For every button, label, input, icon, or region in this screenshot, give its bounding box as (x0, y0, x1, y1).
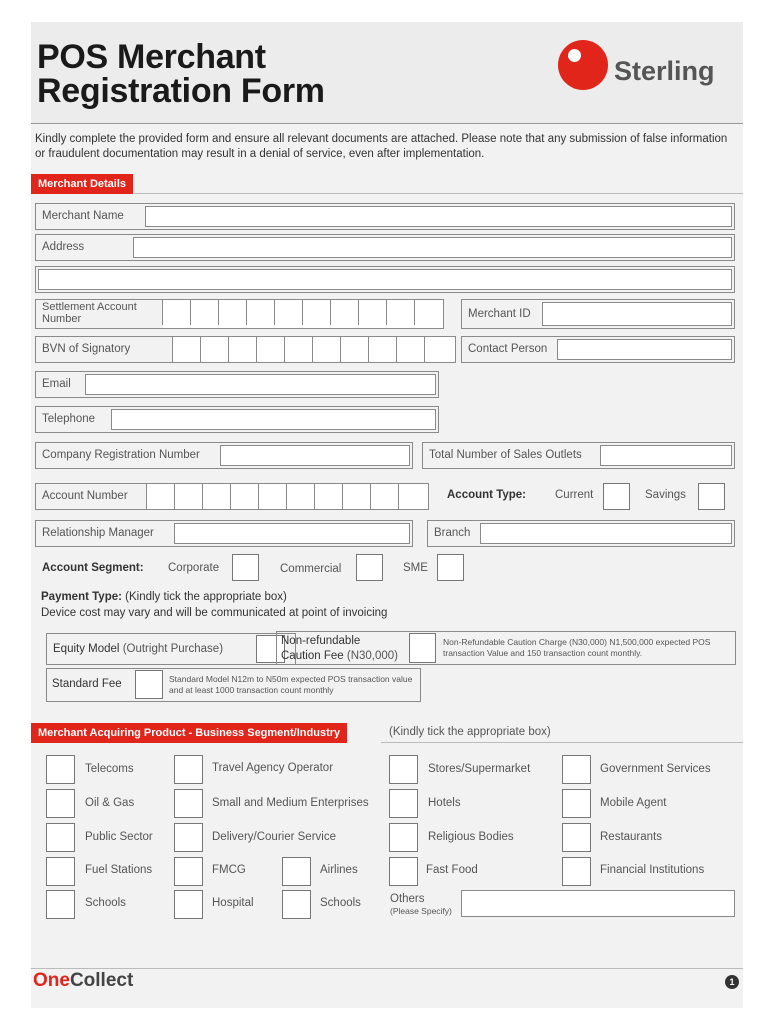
sterling-logo-text: Sterling (614, 56, 715, 86)
payment-type-label: Payment Type: (41, 591, 122, 603)
oil-gas-label: Oil & Gas (85, 797, 135, 809)
digit-cell (162, 300, 190, 325)
caution-fee-amount: (N30,000) (346, 650, 398, 662)
delivery-courier-checkbox[interactable] (174, 823, 203, 852)
fast-food-label: Fast Food (426, 864, 478, 876)
stores-supermarket-label: Stores/Supermarket (428, 763, 531, 775)
address-line-2-input[interactable] (38, 269, 732, 290)
savings-checkbox[interactable] (698, 483, 725, 510)
financial-institutions-label: Financial Institutions (600, 864, 705, 876)
merchant-id-input[interactable] (542, 302, 732, 326)
relationship-manager-label: Relationship Manager (42, 527, 154, 539)
sme-label: SME (403, 562, 428, 574)
mobile-agent-label: Mobile Agent (600, 797, 667, 809)
form-title (37, 40, 325, 108)
fuel-stations-checkbox[interactable] (46, 857, 75, 886)
title-line-2: Registration Form (37, 72, 325, 110)
company-registration-label: Company Registration Number (42, 449, 200, 461)
contact-person-field (461, 336, 735, 363)
equity-model-note: (Outright Purchase) (122, 643, 224, 655)
fast-food-checkbox[interactable] (389, 857, 418, 886)
stores-supermarket-checkbox[interactable] (389, 755, 418, 784)
non-refundable-line-1: Non-refundable (281, 635, 361, 647)
hospital-checkbox[interactable] (174, 890, 203, 919)
bvn-label: BVN of Signatory (42, 343, 131, 355)
onecollect-logo-part1: One (33, 970, 70, 991)
schools-2-checkbox[interactable] (282, 890, 311, 919)
digit-cell (424, 337, 452, 362)
government-services-checkbox[interactable] (562, 755, 591, 784)
digit-cell (330, 300, 358, 325)
standard-fee-label: Standard Fee (52, 678, 122, 690)
digit-cell (256, 337, 284, 362)
page-number: 1 (725, 975, 739, 989)
digit-cell (340, 337, 368, 362)
digit-cell (202, 484, 230, 509)
caution-fee-text: Caution Fee (281, 650, 344, 662)
sme-checkbox[interactable] (437, 554, 464, 581)
digit-cell (312, 337, 340, 362)
account-segment-label: Account Segment: (42, 562, 144, 574)
schools-checkbox[interactable] (46, 890, 75, 919)
sales-outlets-label: Total Number of Sales Outlets (429, 449, 582, 461)
digit-cell (414, 300, 442, 325)
settlement-account-label: Settlement Account Number (42, 301, 137, 325)
telephone-label: Telephone (42, 413, 96, 425)
sme-industry-checkbox[interactable] (174, 789, 203, 818)
government-services-label: Government Services (600, 763, 711, 775)
travel-agency-label: Travel Agency Operator (212, 762, 334, 774)
branch-input[interactable] (480, 523, 732, 544)
digit-cell (200, 337, 228, 362)
form-page (31, 22, 743, 1008)
fuel-stations-label: Fuel Stations (85, 864, 153, 876)
onecollect-logo (33, 970, 133, 992)
hotels-checkbox[interactable] (389, 789, 418, 818)
restaurants-label: Restaurants (600, 831, 663, 843)
merchant-id-label: Merchant ID (468, 308, 531, 320)
relationship-manager-input[interactable] (174, 523, 410, 544)
payment-type-instruction: (Kindly tick the appropriate box) (125, 591, 287, 603)
account-number-field (35, 483, 429, 510)
onecollect-logo-part2: Collect (69, 970, 134, 991)
others-label: Others (390, 893, 425, 905)
branch-field (427, 520, 735, 547)
email-input[interactable] (85, 374, 436, 395)
bvn-field (35, 336, 456, 363)
acquiring-product-header: Merchant Acquiring Product - Business Segment/Industry (31, 723, 347, 743)
schools-label: Schools (85, 897, 126, 909)
bvn-digits[interactable] (172, 337, 455, 362)
merchant-name-input[interactable] (145, 206, 732, 227)
intro-text: Kindly complete the provided form and ensure all relevant documents are attached. Please note that any submission of false information or fraudulent documentation may result in a denial of service, even after implementation. (35, 133, 728, 160)
account-type-label: Account Type: (447, 489, 527, 501)
hotels-label: Hotels (428, 797, 461, 809)
corporate-label: Corporate (168, 562, 220, 574)
account-number-label: Account Number (42, 490, 128, 502)
title-line-1: POS Merchant (37, 38, 266, 76)
relationship-manager-field (35, 520, 413, 547)
section-divider (134, 193, 743, 194)
fmcg-checkbox[interactable] (174, 857, 203, 886)
digit-cell (342, 484, 370, 509)
telephone-field (35, 406, 439, 433)
digit-cell (228, 337, 256, 362)
digit-cell (230, 484, 258, 509)
equity-model-option (46, 633, 296, 665)
restaurants-checkbox[interactable] (562, 823, 591, 852)
sales-outlets-input[interactable] (600, 445, 732, 466)
merchant-details-header: Merchant Details (31, 174, 133, 194)
caution-fee-note: Non-Refundable Caution Charge (N30,000) N1,500,000 expected POS transaction Value and 150 transaction count monthly. (443, 637, 711, 658)
form-header (31, 22, 743, 123)
commercial-label: Commercial (280, 563, 342, 575)
address-field (35, 234, 735, 261)
section-divider (381, 742, 743, 743)
digit-cell (172, 337, 200, 362)
address-input[interactable] (133, 237, 732, 258)
religious-bodies-label: Religious Bodies (428, 831, 514, 843)
digit-cell (368, 337, 396, 362)
sme-industry-label: Small and Medium Enterprises (212, 797, 369, 809)
savings-label: Savings (645, 489, 686, 501)
telecoms-label: Telecoms (85, 763, 134, 775)
others-input[interactable] (461, 890, 735, 917)
public-sector-label: Public Sector (85, 831, 153, 843)
contact-person-label: Contact Person (468, 343, 548, 355)
digit-cell (146, 484, 174, 509)
company-registration-field (35, 442, 413, 469)
digit-cell (314, 484, 342, 509)
others-specify-note: (Please Specify) (390, 906, 452, 916)
digit-cell (274, 300, 302, 325)
settlement-account-digits[interactable] (162, 300, 443, 328)
digit-cell (286, 484, 314, 509)
standard-fee-checkbox[interactable] (135, 670, 163, 699)
current-checkbox[interactable] (603, 483, 630, 510)
digit-cell (174, 484, 202, 509)
current-label: Current (555, 489, 594, 501)
digit-cell (396, 337, 424, 362)
equity-model-bold: Equity Model (53, 643, 120, 655)
digit-cell (358, 300, 386, 325)
airlines-label: Airlines (320, 864, 358, 876)
telecoms-checkbox[interactable] (46, 755, 75, 784)
branch-label: Branch (434, 527, 471, 539)
public-sector-checkbox[interactable] (46, 823, 75, 852)
footer-divider (31, 968, 743, 969)
telephone-input[interactable] (111, 409, 436, 430)
settlement-account-field (35, 299, 444, 329)
fmcg-label: FMCG (212, 864, 246, 876)
digit-cell (190, 300, 218, 325)
digit-cell (302, 300, 330, 325)
digit-cell (386, 300, 414, 325)
digit-cell (258, 484, 286, 509)
equity-model-label (53, 643, 223, 655)
address-line-2 (35, 266, 735, 293)
delivery-courier-label: Delivery/Courier Service (212, 831, 336, 843)
commercial-checkbox[interactable] (356, 554, 383, 581)
financial-institutions-checkbox[interactable] (562, 857, 591, 886)
merchant-id-field (461, 299, 735, 329)
hospital-label: Hospital (212, 897, 254, 909)
mobile-agent-checkbox[interactable] (562, 789, 591, 818)
acquiring-instruction: (Kindly tick the appropriate box) (389, 726, 551, 738)
account-number-digits[interactable] (146, 484, 428, 509)
digit-cell (398, 484, 426, 509)
address-label: Address (42, 241, 85, 253)
device-cost-note: Device cost may vary and will be communicated at point of invoicing (41, 607, 388, 619)
oil-gas-checkbox[interactable] (46, 789, 75, 818)
digit-cell (218, 300, 246, 325)
email-field (35, 371, 439, 398)
company-registration-input[interactable] (220, 445, 410, 466)
contact-person-input[interactable] (557, 339, 732, 360)
religious-bodies-checkbox[interactable] (389, 823, 418, 852)
travel-agency-checkbox[interactable] (174, 755, 203, 784)
digit-cell (370, 484, 398, 509)
sterling-logo-icon (558, 40, 608, 90)
sales-outlets-field (422, 442, 735, 469)
merchant-name-label: Merchant Name (42, 210, 124, 222)
digit-cell (284, 337, 312, 362)
header-divider (31, 123, 743, 124)
corporate-checkbox[interactable] (232, 554, 259, 581)
airlines-checkbox[interactable] (282, 857, 311, 886)
merchant-name-field (35, 203, 735, 230)
email-label: Email (42, 378, 71, 390)
caution-fee-checkbox[interactable] (409, 633, 436, 663)
schools-2-label: Schools (320, 897, 361, 909)
digit-cell (246, 300, 274, 325)
standard-fee-note: Standard Model N12m to N50m expected POS transaction value and at least 1000 transaction count monthly (169, 674, 413, 695)
payment-type-heading (41, 591, 287, 603)
